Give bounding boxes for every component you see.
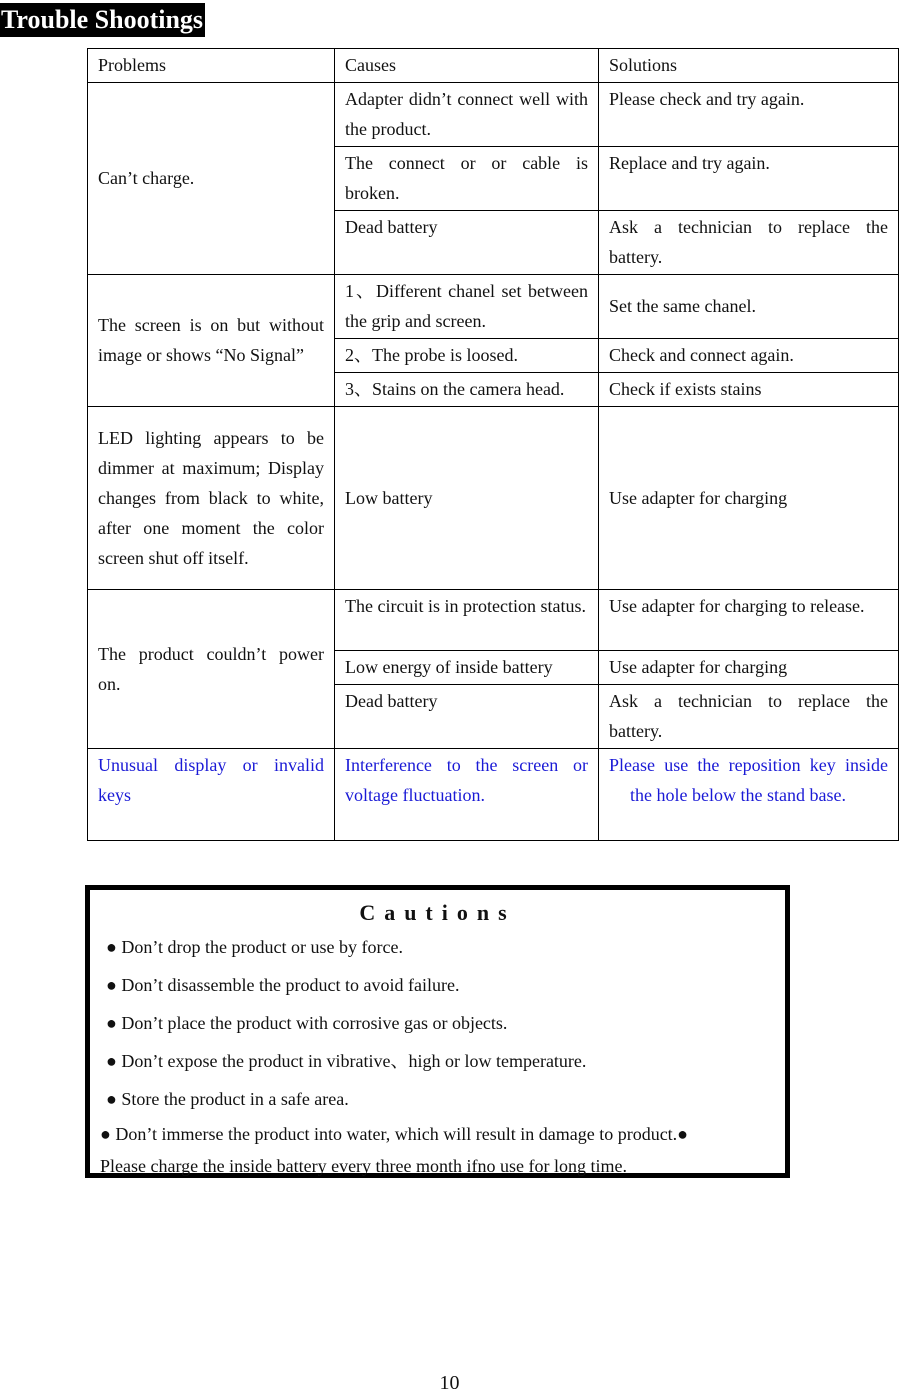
table-header-row — [88, 49, 899, 83]
cause-cell: Dead battery — [335, 211, 599, 275]
cause-cell: 2、The probe is loosed. — [335, 339, 599, 373]
problem-cell: The product couldn’t power on. — [88, 590, 335, 749]
solution-cell: Please check and try again. — [599, 83, 899, 147]
solution-cell — [599, 749, 899, 841]
solution-cell: Use adapter for charging to release. — [599, 590, 899, 651]
section-title: Trouble Shootings — [0, 3, 205, 37]
cause-cell: 1、Different chanel set between the grip and screen. — [335, 275, 599, 339]
caution-item: ● Don’t drop the product or use by force. — [106, 937, 403, 957]
cause-cell: Interference to the screen or voltage fluctuation. — [335, 749, 599, 841]
table-row — [88, 83, 899, 147]
solution-cell: Check and connect again. — [599, 339, 899, 373]
solution-cell: Use adapter for charging — [599, 651, 899, 685]
trouble-shooting-table — [87, 48, 899, 841]
page-number: 10 — [439, 1372, 460, 1394]
caution-item: ● Store the product in a safe area. — [106, 1089, 349, 1109]
header-problems: Problems — [88, 49, 335, 83]
problem-cell: LED lighting appears to be dimmer at maximum; Display changes from black to white, after one moment the color screen shut off itself. — [88, 407, 335, 590]
solution-cell: Replace and try again. — [599, 147, 899, 211]
table-row — [88, 749, 899, 841]
header-causes: Causes — [335, 49, 599, 83]
caution-item: ● Don’t immerse the product into water, which will result in damage to product.● — [100, 1124, 689, 1144]
cause-cell: The circuit is in protection status. — [335, 590, 599, 651]
cause-cell: 3、Stains on the camera head. — [335, 373, 599, 407]
problem-cell: The screen is on but without image or shows “No Signal” — [88, 275, 335, 407]
caution-item: ● Don’t place the product with corrosive gas or objects. — [106, 1013, 508, 1033]
cause-cell: The connect or or cable is broken. — [335, 147, 599, 211]
table-row — [88, 590, 899, 651]
table-row — [88, 275, 899, 339]
solution-cell: Ask a technician to replace the battery. — [599, 211, 899, 275]
problem-cell: Can’t charge. — [88, 83, 335, 275]
cautions-heading: Cautions — [359, 900, 516, 925]
solution-cell: Set the same chanel. — [599, 275, 899, 339]
cause-cell: Low energy of inside battery — [335, 651, 599, 685]
solution-cell: Ask a technician to replace the battery. — [599, 685, 899, 749]
caution-item: ● Don’t disassemble the product to avoid failure. — [106, 975, 460, 995]
cause-cell: Dead battery — [335, 685, 599, 749]
problem-cell: Unusual display or invalid keys — [88, 749, 335, 841]
caution-item: ● Don’t expose the product in vibrative、high or low temperature. — [106, 1051, 587, 1071]
solution-cell: Use adapter for charging — [599, 407, 899, 590]
solution-cell: Check if exists stains — [599, 373, 899, 407]
table-row — [88, 407, 899, 590]
header-solutions: Solutions — [599, 49, 899, 83]
caution-item: Please charge the inside battery every three month ifno use for long time. — [100, 1156, 628, 1176]
solution-text: Please use the reposition key inside the hole below the stand base. — [609, 755, 888, 805]
cause-cell: Low battery — [335, 407, 599, 590]
cautions-box — [85, 885, 790, 1178]
cause-cell: Adapter didn’t connect well with the product. — [335, 83, 599, 147]
